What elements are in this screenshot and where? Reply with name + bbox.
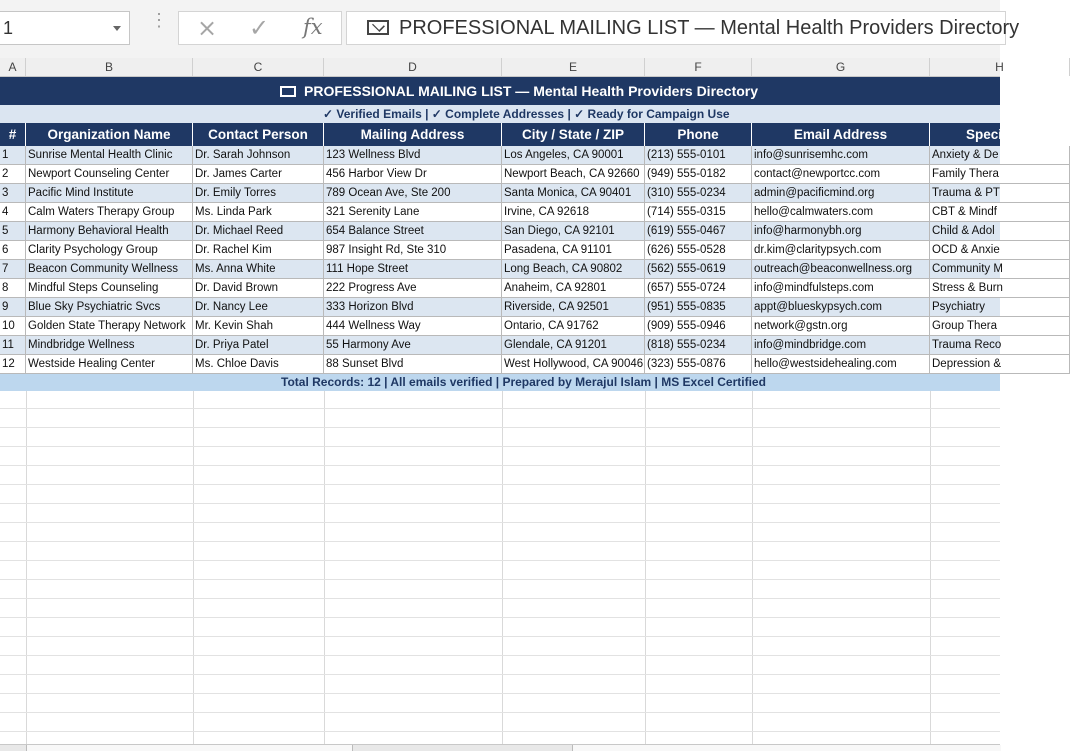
cell-specialty[interactable]: Anxiety & De [930,146,1070,165]
cell-organization[interactable]: Golden State Therapy Network [26,317,193,336]
table-row [0,222,1000,241]
header-address[interactable]: Mailing Address [324,123,502,146]
cell-address[interactable]: 987 Insight Rd, Ste 310 [324,241,502,260]
header-email[interactable]: Email Address [752,123,930,146]
cell-specialty[interactable]: Trauma Reco [930,336,1070,355]
header-specialty[interactable]: Speci [930,123,1070,146]
cell-contact[interactable]: Ms. Chloe Davis [193,355,324,374]
header-contact[interactable]: Contact Person [193,123,324,146]
table-row [0,146,1000,165]
table-row [0,336,1000,355]
formula-input[interactable] [346,11,1020,45]
cell-address[interactable]: 444 Wellness Way [324,317,502,336]
sheet-subtitle-row[interactable] [0,105,1000,123]
table-row [0,260,1003,279]
table-row [0,355,1000,374]
cell-email[interactable]: admin@pacificmind.org [752,184,930,203]
cell-address[interactable]: 333 Horizon Blvd [324,298,502,317]
cell-contact[interactable]: Ms. Linda Park [193,203,324,222]
cell-city[interactable]: West Hollywood, CA 90046 [502,355,645,374]
cell-specialty[interactable]: Stress & Burn [930,279,1070,298]
cell-email[interactable]: hello@calmwaters.com [752,203,930,222]
cell-email[interactable]: appt@blueskypsych.com [752,298,930,317]
column-headers [0,58,1004,77]
enter-icon[interactable]: ✓ [249,14,270,42]
cell-address[interactable]: 88 Sunset Blvd [324,355,502,374]
envelope-icon [367,20,389,35]
cell-specialty[interactable]: CBT & Mindf [930,203,1070,222]
cell-specialty[interactable]: Community M [930,260,1070,279]
cell-specialty[interactable]: Family Thera [930,165,1070,184]
cell-number[interactable]: 3 [0,184,26,203]
cell-specialty[interactable]: Depression & [930,355,1070,374]
header-city[interactable]: City / State / ZIP [502,123,645,146]
cell-city[interactable]: Newport Beach, CA 92660 [502,165,645,184]
cell-contact[interactable]: Dr. David Brown [193,279,324,298]
cell-email[interactable]: dr.kim@claritypsych.com [752,241,930,260]
cell-city[interactable]: Glendale, CA 91201 [502,336,645,355]
table-footer: Total Records: 12 | All emails verified | Prepared by Merajul Islam | MS Excel Certified [281,375,766,389]
cell-address[interactable]: 123 Wellness Blvd [324,146,502,165]
column-header-f[interactable]: F [645,58,752,76]
cell-city[interactable]: Pasadena, CA 91101 [502,241,645,260]
cell-organization[interactable]: Sunrise Mental Health Clinic [26,146,193,165]
cell-contact[interactable]: Dr. Emily Torres [193,184,324,203]
cell-address[interactable]: 222 Progress Ave [324,279,502,298]
cell-number[interactable]: 11 [0,336,26,355]
cell-phone[interactable]: (562) 555-0619 [645,260,752,279]
table-row [0,298,1000,317]
sheet-title: PROFESSIONAL MAILING LIST — Mental Health Providers Directory [304,83,759,99]
cell-phone[interactable]: (310) 555-0234 [645,184,752,203]
cell-organization[interactable]: Mindful Steps Counseling [26,279,193,298]
cell-contact[interactable]: Dr. Nancy Lee [193,298,324,317]
cell-phone[interactable]: (818) 555-0234 [645,336,752,355]
header-organization[interactable]: Organization Name [26,123,193,146]
table-row [0,203,1000,222]
chevron-down-icon[interactable] [113,26,121,31]
cell-phone[interactable]: (909) 555-0946 [645,317,752,336]
cell-organization[interactable]: Calm Waters Therapy Group [26,203,193,222]
cell-address[interactable]: 111 Hope Street [324,260,502,279]
cell-number[interactable]: 8 [0,279,26,298]
cell-address[interactable]: 789 Ocean Ave, Ste 200 [324,184,502,203]
cell-email[interactable]: info@mindbridge.com [752,336,930,355]
formula-bar [0,0,1020,58]
drag-handle-icon[interactable]: ⋮ [150,10,168,30]
cell-email[interactable]: info@harmonybh.org [752,222,930,241]
cell-number[interactable]: 4 [0,203,26,222]
cell-number[interactable]: 6 [0,241,26,260]
column-header-c[interactable]: C [193,58,324,76]
cell-city[interactable]: Ontario, CA 91762 [502,317,645,336]
table-row [0,317,1000,336]
cell-city[interactable]: Riverside, CA 92501 [502,298,645,317]
cell-email[interactable]: hello@westsidehealing.com [752,355,930,374]
cell-phone[interactable]: (619) 555-0467 [645,222,752,241]
cell-address[interactable]: 321 Serenity Lane [324,203,502,222]
name-box-value: 1 [3,18,14,38]
cancel-icon[interactable]: × [197,14,218,42]
name-box[interactable] [0,11,130,45]
cell-phone[interactable]: (951) 555-0835 [645,298,752,317]
cell-contact[interactable]: Dr. Priya Patel [193,336,324,355]
header-number[interactable]: # [0,123,26,146]
cell-phone[interactable]: (657) 555-0724 [645,279,752,298]
cell-specialty[interactable]: OCD & Anxie [930,241,1070,260]
cell-organization[interactable]: Beacon Community Wellness [26,260,193,279]
table-row [0,241,1000,260]
cell-number[interactable]: 5 [0,222,26,241]
cell-specialty[interactable]: Trauma & PT [930,184,1070,203]
empty-grid[interactable] [0,390,1000,750]
cell-organization[interactable]: Harmony Behavioral Health [26,222,193,241]
column-header-e[interactable]: E [502,58,645,76]
cell-number[interactable]: 1 [0,146,26,165]
cell-organization[interactable]: Clarity Psychology Group [26,241,193,260]
cell-phone[interactable]: (323) 555-0876 [645,355,752,374]
envelope-icon [280,86,296,97]
cell-phone[interactable]: (213) 555-0101 [645,146,752,165]
cell-address[interactable]: 55 Harmony Ave [324,336,502,355]
table-footer-row[interactable] [0,374,1000,391]
column-header-a[interactable]: A [0,58,26,76]
cell-number[interactable]: 12 [0,355,26,374]
cell-address[interactable]: 654 Balance Street [324,222,502,241]
cell-city[interactable]: San Diego, CA 92101 [502,222,645,241]
cell-phone[interactable]: (626) 555-0528 [645,241,752,260]
cell-contact[interactable]: Ms. Anna White [193,260,324,279]
table-row [0,279,1003,298]
formula-buttons [178,11,342,45]
cell-organization[interactable]: Pacific Mind Institute [26,184,193,203]
sheet-subtitle: ✓ Verified Emails | ✓ Complete Addresses | ✓ Ready for Campaign Use [323,107,730,121]
cell-number[interactable]: 9 [0,298,26,317]
insert-function-icon[interactable]: fx [303,15,323,39]
header-phone[interactable]: Phone [645,123,752,146]
cell-email[interactable]: outreach@beaconwellness.org [752,260,930,279]
cell-contact[interactable]: Dr. Michael Reed [193,222,324,241]
cell-specialty[interactable]: Psychiatry [930,298,1070,317]
cell-organization[interactable]: Newport Counseling Center [26,165,193,184]
cell-specialty[interactable]: Group Thera [930,317,1070,336]
cell-address[interactable]: 456 Harbor View Dr [324,165,502,184]
cell-number[interactable]: 2 [0,165,26,184]
cell-organization[interactable]: Mindbridge Wellness [26,336,193,355]
cell-city[interactable]: Santa Monica, CA 90401 [502,184,645,203]
cell-city[interactable]: Anaheim, CA 92801 [502,279,645,298]
cell-organization[interactable]: Westside Healing Center [26,355,193,374]
cell-contact[interactable]: Dr. Sarah Johnson [193,146,324,165]
column-header-h[interactable]: H [930,58,1070,76]
cell-number[interactable]: 7 [0,260,26,279]
cell-city[interactable]: Long Beach, CA 90802 [502,260,645,279]
cell-email[interactable]: network@gstn.org [752,317,930,336]
cell-specialty[interactable]: Child & Adol [930,222,1070,241]
sheet-tab[interactable] [26,745,353,751]
cell-city[interactable]: Irvine, CA 92618 [502,203,645,222]
table-row [0,165,1000,184]
horizontal-scrollbar[interactable] [572,745,1001,751]
cell-email[interactable]: info@sunrisemhc.com [752,146,930,165]
table-header-row [0,123,1003,146]
cell-contact[interactable]: Mr. Kevin Shah [193,317,324,336]
table-row [0,184,1000,203]
sheet-tab-bar [0,744,1000,751]
cell-email[interactable]: contact@newportcc.com [752,165,930,184]
cell-contact[interactable]: Dr. James Carter [193,165,324,184]
sheet-title-row[interactable] [0,77,1000,105]
column-header-g[interactable]: G [752,58,930,76]
cell-email[interactable]: info@mindfulsteps.com [752,279,930,298]
cell-number[interactable]: 10 [0,317,26,336]
cell-phone[interactable]: (949) 555-0182 [645,165,752,184]
cell-phone[interactable]: (714) 555-0315 [645,203,752,222]
formula-text: PROFESSIONAL MAILING LIST — Mental Health Providers Directory [399,17,1020,39]
cell-city[interactable]: Los Angeles, CA 90001 [502,146,645,165]
cell-contact[interactable]: Dr. Rachel Kim [193,241,324,260]
column-header-d[interactable]: D [324,58,502,76]
cell-organization[interactable]: Blue Sky Psychiatric Svcs [26,298,193,317]
column-header-b[interactable]: B [26,58,193,76]
